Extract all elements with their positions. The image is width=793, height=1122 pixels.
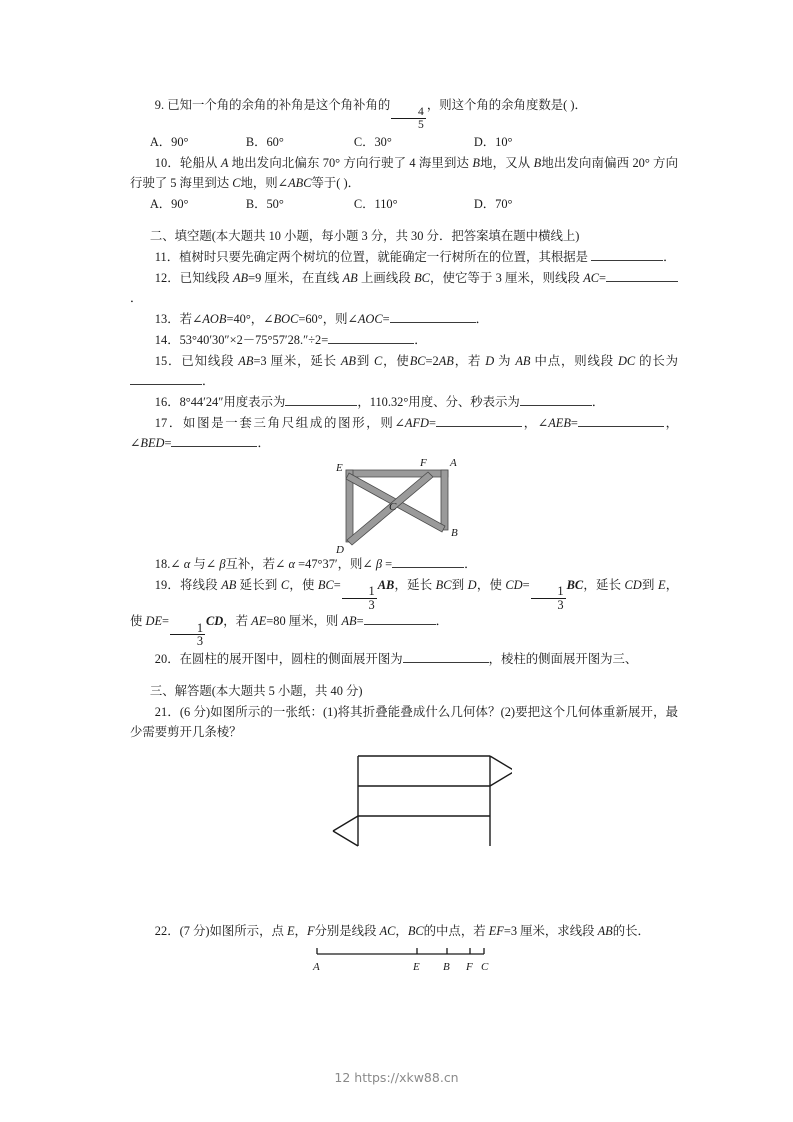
question-17-number: 17．	[154, 415, 183, 430]
q19-var-bc: BC	[317, 577, 334, 592]
q15-var-ab: AB	[238, 353, 254, 368]
q10-var-b: B	[472, 155, 480, 170]
question-18-number: 18.	[154, 556, 171, 571]
question-13-number: 13．	[154, 311, 180, 326]
prism-net-figure	[297, 743, 512, 863]
q15-var-ab3: AB	[438, 353, 454, 368]
q13-seg1: 若∠	[179, 311, 203, 326]
q22-var-ac: AC	[379, 924, 396, 939]
question-9-options	[130, 132, 678, 152]
q17-seg5: ，∠	[130, 415, 679, 450]
q10-seg3: 地，又从	[479, 155, 531, 170]
answer-blank[interactable]	[328, 343, 414, 344]
q13-seg3: =60°，则∠	[298, 311, 358, 326]
q22-seg3: 分别是线段	[314, 924, 377, 939]
q22-var-f: F	[306, 924, 315, 939]
question-20	[130, 649, 678, 669]
label-E: E	[335, 461, 343, 474]
fraction-numerator: 1	[342, 585, 377, 599]
answer-blank[interactable]	[130, 384, 202, 385]
q18-var-beta: β	[219, 556, 226, 571]
q18-var-alpha2: α	[288, 556, 296, 571]
fraction-numerator: 4	[391, 106, 426, 119]
q10-seg6: 等于( )．	[311, 175, 360, 190]
q12-var-ab2: AB	[342, 270, 358, 285]
option-c: C．110°	[353, 196, 398, 211]
question-19-number: 19．	[154, 577, 181, 592]
option-c: C．30°	[353, 134, 392, 149]
label-B: B	[443, 961, 450, 974]
label-A: A	[313, 961, 320, 974]
label-A: A	[449, 456, 457, 469]
q12-seg3: 上画线段	[360, 270, 411, 285]
label-F: F	[419, 456, 427, 469]
q15-var-ab2: AB	[340, 353, 356, 368]
q15-seg2: =3 厘米，延长	[253, 353, 337, 368]
q10-seg1: 轮船从	[179, 155, 218, 170]
question-10-options	[130, 194, 678, 214]
q22-seg1: (7 分)如图所示，点	[179, 924, 284, 939]
q22-seg4: ，	[395, 924, 408, 939]
figure-spacer	[130, 863, 678, 921]
q17-seg6: =	[164, 435, 172, 450]
net-tri-right-a	[490, 756, 512, 771]
question-21	[130, 702, 678, 742]
q20-seg2: ，棱柱的侧面展开图为三、	[488, 652, 638, 667]
q22-seg6: =3 厘米，求线段	[503, 924, 595, 939]
q20-seg1: 在圆柱的展开图中，圆柱的侧面展开图为	[179, 652, 403, 667]
segment-midpoints-figure	[304, 942, 504, 982]
q22-var-e: E	[286, 924, 295, 939]
q18-tail: ．	[464, 556, 477, 571]
question-21-figure-wrap	[130, 743, 678, 863]
q19-var-e: E	[657, 577, 666, 592]
q19-seg7: ，使	[476, 577, 503, 592]
question-19	[130, 575, 678, 648]
q19-var-cd: CD	[505, 577, 523, 592]
q17-tail: ．	[257, 435, 270, 450]
question-22-number: 22．	[154, 924, 180, 939]
question-22	[130, 921, 678, 941]
q17-seg3: ，∠	[521, 415, 549, 430]
q19-fraction-3	[170, 622, 205, 648]
q14-text: 53°40′30″×2－75°57′28.″÷2=	[179, 332, 329, 347]
q19-seg9: ，延长	[583, 577, 622, 592]
q22-seg7: 的长．	[612, 924, 650, 939]
label-F: F	[466, 961, 473, 974]
q15-seg4: ，使	[382, 353, 410, 368]
answer-blank[interactable]	[591, 260, 663, 261]
q15-seg6: ，若	[453, 353, 482, 368]
q21-text: (6 分)如图所示的一张纸：(1)将其折叠能叠成什么几何体？(2)要把这个几何体重新展开，最少需要剪开几条棱？	[130, 705, 678, 740]
q15-seg3: 到	[355, 353, 371, 368]
q12-seg4: ，使它等于 3 厘米，则线段	[429, 270, 580, 285]
q19-seg5: ，延长	[394, 577, 433, 592]
q19-fraction-1	[342, 585, 377, 611]
q15-tail: ．	[202, 373, 215, 388]
q22-seg5: 的中点，若	[423, 924, 486, 939]
net-tri-right-b	[490, 771, 512, 786]
question-11	[130, 247, 678, 267]
q11-tail: ．	[663, 249, 676, 264]
q19-var-bc2: BC	[435, 577, 452, 592]
answer-blank[interactable]	[520, 405, 592, 406]
q19-seg10: 到	[641, 577, 655, 592]
q15-var-ab4: AB	[515, 353, 531, 368]
q22-seg2: ，	[294, 924, 307, 939]
ruler-bar-right	[441, 470, 448, 530]
q10-seg4: 地出发向南偏西 20° 方向行驶了 5 海里到达	[130, 155, 678, 190]
q10-var-abc: ABC	[288, 175, 312, 190]
question-11-number: 11．	[154, 249, 180, 264]
q19-var-d: D	[467, 577, 477, 592]
q19-var-bc3: BC	[566, 577, 584, 592]
q15-seg5: =2	[425, 353, 439, 368]
option-a: A．90°	[149, 196, 189, 211]
question-15	[130, 351, 678, 391]
q18-var-beta2: β	[375, 556, 383, 571]
option-b: B．60°	[245, 134, 284, 149]
answer-blank[interactable]	[171, 446, 257, 447]
net-tri-left-b	[333, 831, 358, 846]
section-2-heading: 二、填空题(本大题共 10 小题，每小题 3 分，共 30 分．把答案填在题中横线上)	[149, 228, 580, 243]
q17-var-aeb: AEB	[548, 415, 571, 430]
page-footer: 12 https://xkw88.cn	[334, 1070, 459, 1085]
question-17	[130, 413, 678, 453]
q15-seg1: 已知线段	[181, 353, 235, 368]
label-E: E	[413, 961, 420, 974]
answer-blank[interactable]	[436, 426, 522, 427]
q22-var-bc: BC	[407, 924, 424, 939]
fraction-denominator: 3	[368, 597, 375, 612]
q19-seg3: ，使	[289, 577, 315, 592]
q19-seg6: 到	[451, 577, 465, 592]
fraction-denominator: 5	[418, 117, 424, 131]
option-a: A．90°	[149, 134, 189, 149]
question-10	[130, 153, 678, 193]
net-tri-left-a	[333, 816, 358, 831]
question-9-number: 9.	[154, 98, 165, 112]
q18-var-alpha: α	[183, 556, 191, 571]
q12-var-bc: BC	[414, 270, 430, 285]
q14-tail: ．	[414, 332, 427, 347]
question-21-number: 21．	[154, 705, 180, 720]
q19-var-ab3: AB	[341, 614, 357, 629]
question-17-figure-wrap	[130, 454, 678, 554]
triangle-rulers-figure	[332, 454, 477, 554]
q19-fraction-2	[531, 585, 566, 611]
q19-seg15: =	[356, 614, 364, 629]
q16-seg1: 8°44′24″用度表示为	[179, 394, 286, 409]
q17-seg2: =	[428, 415, 436, 430]
question-13	[130, 309, 678, 329]
answer-blank[interactable]	[606, 281, 678, 282]
question-10-number: 10．	[154, 155, 180, 170]
question-9-text-a: 已知一个角的余角的补角是这个角补角的	[167, 98, 391, 112]
q19-var-cd3: CD	[206, 614, 224, 629]
answer-blank[interactable]	[392, 567, 464, 568]
q12-var-ab: AB	[232, 270, 249, 285]
q10-var-b2: B	[533, 155, 542, 170]
q15-seg7: 为	[498, 353, 512, 368]
q12-seg2: =9 厘米，在直线	[248, 270, 340, 285]
answer-blank[interactable]	[390, 322, 476, 323]
q19-tail: ．	[435, 614, 448, 629]
answer-blank[interactable]	[285, 405, 357, 406]
q18-seg1: ∠	[170, 556, 181, 571]
question-12-number: 12．	[154, 270, 180, 285]
q15-var-bc: BC	[409, 353, 426, 368]
q16-seg2: ，110.32°用度、分、秒表示为	[357, 394, 520, 409]
question-9	[130, 95, 678, 131]
question-9-fraction	[391, 106, 426, 131]
q17-seg4: =	[570, 415, 578, 430]
q13-var-boc: BOC	[273, 311, 299, 326]
q12-seg1: 已知线段	[179, 270, 230, 285]
q19-seg12: =	[162, 614, 170, 629]
q15-var-c: C	[374, 353, 383, 368]
answer-blank[interactable]	[578, 426, 664, 427]
fraction-numerator: 1	[531, 585, 566, 599]
q13-seg4: =	[382, 311, 390, 326]
q15-var-dc: DC	[617, 353, 636, 368]
q22-var-ab: AB	[597, 924, 613, 939]
question-16-number: 16．	[154, 394, 180, 409]
q19-seg11: ，使	[130, 577, 679, 629]
q18-seg2: 与∠	[193, 556, 217, 571]
option-d: D．70°	[473, 196, 513, 211]
q13-var-aob: AOB	[202, 311, 227, 326]
q10-seg2: 地出发向北偏东 70° 方向行驶了 4 海里到达	[231, 155, 470, 170]
q18-seg4: =47°37′，则∠	[298, 556, 373, 571]
label-D: D	[335, 543, 344, 554]
q19-seg13: ，若	[223, 614, 249, 629]
q10-var-c: C	[232, 175, 241, 190]
question-18	[130, 554, 678, 574]
q17-seg1: 如图是一套三角尺组成的图形，则∠	[183, 415, 405, 430]
section-3-heading: 三、解答题(本大题共 5 小题，共 40 分)	[149, 684, 363, 699]
q19-var-c: C	[280, 577, 290, 592]
q19-var-cd2: CD	[624, 577, 642, 592]
q12-var-ac: AC	[583, 270, 600, 285]
q19-var-ab: AB	[221, 577, 237, 592]
fraction-numerator: 1	[170, 622, 205, 636]
fraction-denominator: 3	[557, 597, 564, 612]
q22-var-ef: EF	[488, 924, 504, 939]
q19-var-ab2: AB	[377, 577, 395, 592]
q18-seg3: 互补，若∠	[225, 556, 286, 571]
question-9-text-b: ，则这个角的余角度数是( )．	[426, 98, 587, 112]
q16-tail: ．	[591, 394, 605, 409]
q13-var-aoc: AOC	[357, 311, 383, 326]
q19-seg1: 将线段	[180, 577, 218, 592]
q19-var-ae: AE	[251, 614, 267, 629]
q13-tail: ．	[475, 311, 489, 326]
q19-seg14: =80 厘米，则	[266, 614, 339, 629]
q17-var-bed: BED	[140, 435, 165, 450]
answer-blank[interactable]	[403, 662, 489, 663]
fraction-denominator: 3	[196, 634, 204, 649]
question-20-number: 20．	[154, 652, 180, 667]
answer-blank[interactable]	[364, 624, 436, 625]
question-14	[130, 330, 678, 350]
q12-tail: ．	[130, 290, 143, 305]
page-content	[130, 95, 678, 982]
q15-seg8: 中点，则线段	[534, 353, 614, 368]
q17-var-afd: AFD	[404, 415, 429, 430]
label-C: C	[481, 961, 489, 974]
question-22-figure-wrap	[130, 942, 678, 982]
label-C: C	[388, 500, 396, 513]
ruler-bar-top	[346, 470, 448, 477]
q19-seg8: =	[522, 577, 530, 592]
question-16	[130, 392, 678, 412]
question-12	[130, 268, 678, 308]
question-14-number: 14．	[154, 332, 180, 347]
q19-var-de: DE	[145, 614, 163, 629]
q15-var-d: D	[485, 353, 495, 368]
question-15-number: 15．	[154, 353, 182, 368]
q13-seg2: =40°，∠	[226, 311, 274, 326]
q11-text: 植树时只要先确定两个树坑的位置，就能确定一行树所在的位置，其根据是	[179, 249, 589, 264]
q19-seg4: =	[333, 577, 341, 592]
label-B: B	[450, 526, 458, 539]
q19-seg2: 延长到	[239, 577, 278, 592]
option-d: D．10°	[473, 134, 513, 149]
q12-seg5: =	[599, 270, 607, 285]
option-b: B．50°	[245, 196, 284, 211]
q10-var-a: A	[220, 155, 229, 170]
q18-seg5: =	[385, 556, 393, 571]
q15-seg9: 的长为	[639, 353, 679, 368]
q10-seg5: 地，则∠	[240, 175, 289, 190]
